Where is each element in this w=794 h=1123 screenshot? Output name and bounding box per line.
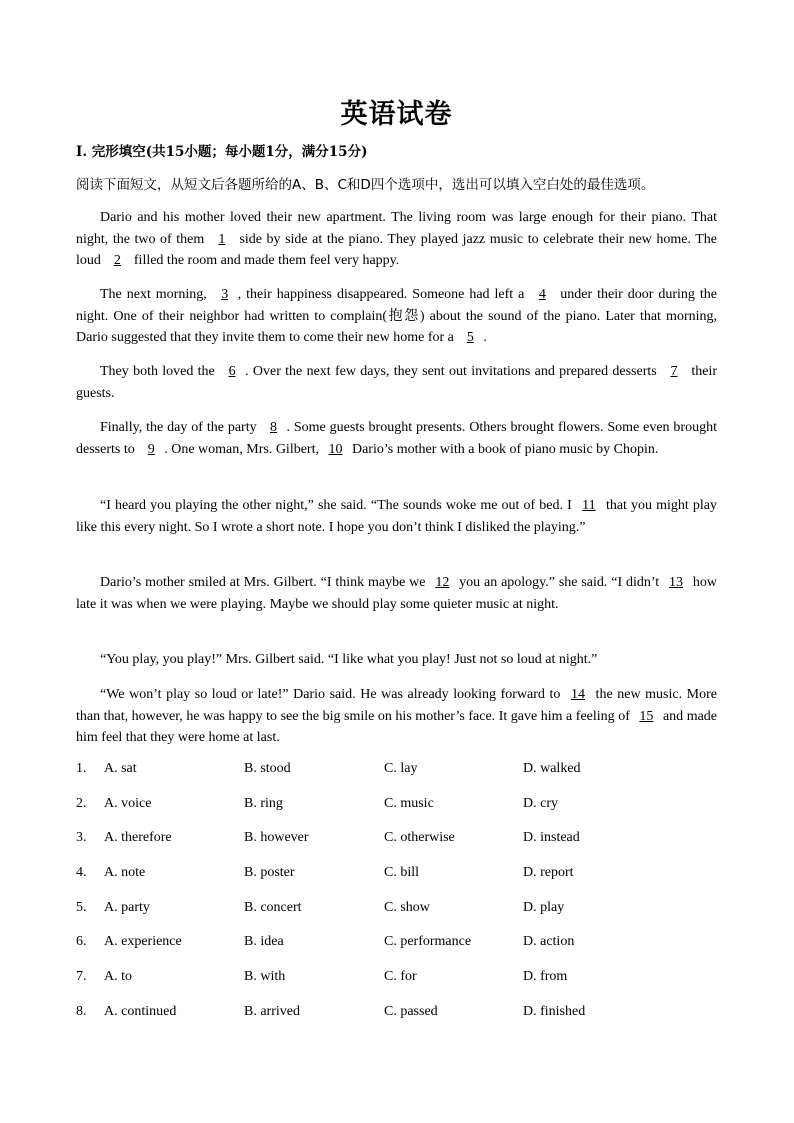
question-number: 8. [76, 1003, 87, 1019]
option-d: D. play [523, 899, 565, 915]
text: their guests. [76, 364, 717, 401]
blank-14: 14 [570, 687, 585, 702]
option-b: B. ring [244, 795, 283, 811]
option-a: A. note [104, 865, 146, 881]
text: filled the room and made them feel very happy. [130, 253, 400, 269]
option-d: D. from [523, 969, 568, 985]
option-c: C. otherwise [384, 830, 455, 846]
text: side by side at the piano. They played jazz music to celebrate their new home. The loud [76, 231, 717, 269]
blank-15: 15 [639, 708, 654, 724]
option-row-2 [76, 796, 717, 831]
option-d: D. instead [523, 830, 580, 846]
text: . Some guests brought presents. Others brought flowers. Some even brought desserts to [76, 420, 717, 457]
text: how late it was when we were playing. Maybe we should play some quieter music at night. [76, 575, 717, 612]
question-number: 2. [76, 795, 87, 811]
instruction-text: 阅读下面短文，从短文后各题所给的A、B、C和D四个选项中，选出可以填入空白处的最佳选项。 [76, 177, 655, 193]
text: “I heard you playing the other night,” she said. “The sounds woke me out of bed. I [100, 498, 576, 513]
option-b: B. idea [244, 934, 284, 950]
blank-8: 8 [269, 420, 277, 435]
question-number: 1. [76, 761, 87, 776]
option-c: C. lay [384, 761, 418, 776]
text: They both loved the [100, 364, 220, 379]
option-a: A. to [104, 969, 132, 985]
option-a: A. therefore [104, 830, 172, 846]
option-a: A. voice [104, 795, 152, 811]
options-list [76, 761, 717, 1039]
option-b: B. however [244, 830, 309, 846]
text: Dario’s mother smiled at Mrs. Gilbert. “I think maybe we [100, 575, 430, 590]
option-a: A. sat [104, 761, 137, 776]
question-number: 6. [76, 934, 87, 950]
question-number: 4. [76, 865, 87, 881]
blank-13: 13 [669, 575, 684, 590]
blank-11: 11 [582, 498, 596, 513]
option-a: A. experience [104, 934, 182, 950]
blank-4: 4 [538, 287, 546, 302]
question-number: 3. [76, 830, 87, 846]
option-b: B. concert [244, 899, 302, 915]
option-c: C. show [384, 899, 430, 915]
option-row-5 [76, 900, 717, 935]
option-row-4 [76, 865, 717, 900]
text: under their door during the night. One of their neighbor had written to complain(抱怨) about the sound of the piano. Later that morning, Dario suggested that they invite them to come their new home for a [76, 287, 717, 346]
passage-paragraph-3 [76, 361, 717, 404]
blank-6: 6 [228, 364, 236, 379]
passage-paragraph-8 [76, 684, 717, 749]
text: Finally, the day of the party [100, 420, 261, 435]
text: the new music. More than that, however, he was happy to see the big smile on his mother’s face. It gave him a feeling of [76, 687, 717, 724]
passage-paragraph-5 [76, 495, 717, 538]
blank-10: 10 [328, 441, 343, 457]
text: , their happiness disappeared. Someone had left a [237, 287, 530, 302]
option-d: D. finished [523, 1003, 586, 1019]
option-d: D. cry [523, 795, 558, 811]
option-row-7 [76, 969, 717, 1004]
blank-3: 3 [221, 287, 229, 302]
text: Dario’s mother with a book of piano music by Chopin. [348, 441, 659, 457]
blank-1: 1 [218, 231, 226, 247]
option-c: C. performance [384, 934, 472, 950]
blank-5: 5 [466, 330, 474, 346]
option-c: C. music [384, 795, 434, 811]
passage-paragraph-6 [76, 572, 717, 615]
option-row-6 [76, 934, 717, 969]
option-b: B. with [244, 969, 286, 985]
text: “We won’t play so loud or late!” Dario said. He was already looking forward to [100, 687, 565, 702]
passage-paragraph-2 [76, 284, 717, 349]
text: “You play, you play!” Mrs. Gilbert said. “I like what you play! Just not so loud at night.” [100, 652, 598, 667]
option-d: D. action [523, 934, 575, 950]
option-c: C. passed [384, 1003, 438, 1019]
passage-paragraph-7 [76, 649, 717, 671]
option-d: D. walked [523, 761, 581, 776]
question-number: 7. [76, 969, 87, 985]
text: and made him feel that they were home at last. [76, 708, 718, 746]
option-c: C. bill [384, 865, 420, 881]
blank-2: 2 [113, 253, 121, 269]
option-a: A. continued [104, 1003, 177, 1019]
option-b: B. stood [244, 761, 291, 776]
section-heading: I. 完形填空(共15小题；每小题1分，满分15分) [76, 144, 368, 160]
option-row-3 [76, 830, 717, 865]
text: The next morning, [100, 287, 212, 302]
option-row-1 [76, 761, 717, 796]
text: . One woman, Mrs. Gilbert, [164, 441, 323, 457]
blank-9: 9 [147, 441, 155, 457]
passage-paragraph-1 [76, 207, 717, 272]
text: that you might play like this every night. So I wrote a short note. I hope you don’t think I disliked the playing.” [76, 498, 717, 535]
blank-7: 7 [670, 364, 678, 379]
text: you an apology.” she said. “I didn’t [455, 575, 664, 590]
passage-paragraph-4 [76, 417, 717, 460]
option-b: B. poster [244, 865, 295, 881]
text: Dario and his mother loved their new apartment. The living room was large enough for their piano. That night, the two of them [76, 210, 717, 247]
text: . [483, 330, 487, 346]
question-number: 5. [76, 899, 87, 915]
blank-12: 12 [435, 575, 450, 590]
option-c: C. for [384, 969, 417, 985]
text: . Over the next few days, they sent out invitations and prepared desserts [245, 364, 662, 379]
option-b: B. arrived [244, 1003, 300, 1019]
page-title: 英语试卷 [340, 99, 453, 130]
option-d: D. report [523, 865, 574, 881]
option-row-8 [76, 1004, 717, 1039]
option-a: A. party [104, 899, 150, 915]
